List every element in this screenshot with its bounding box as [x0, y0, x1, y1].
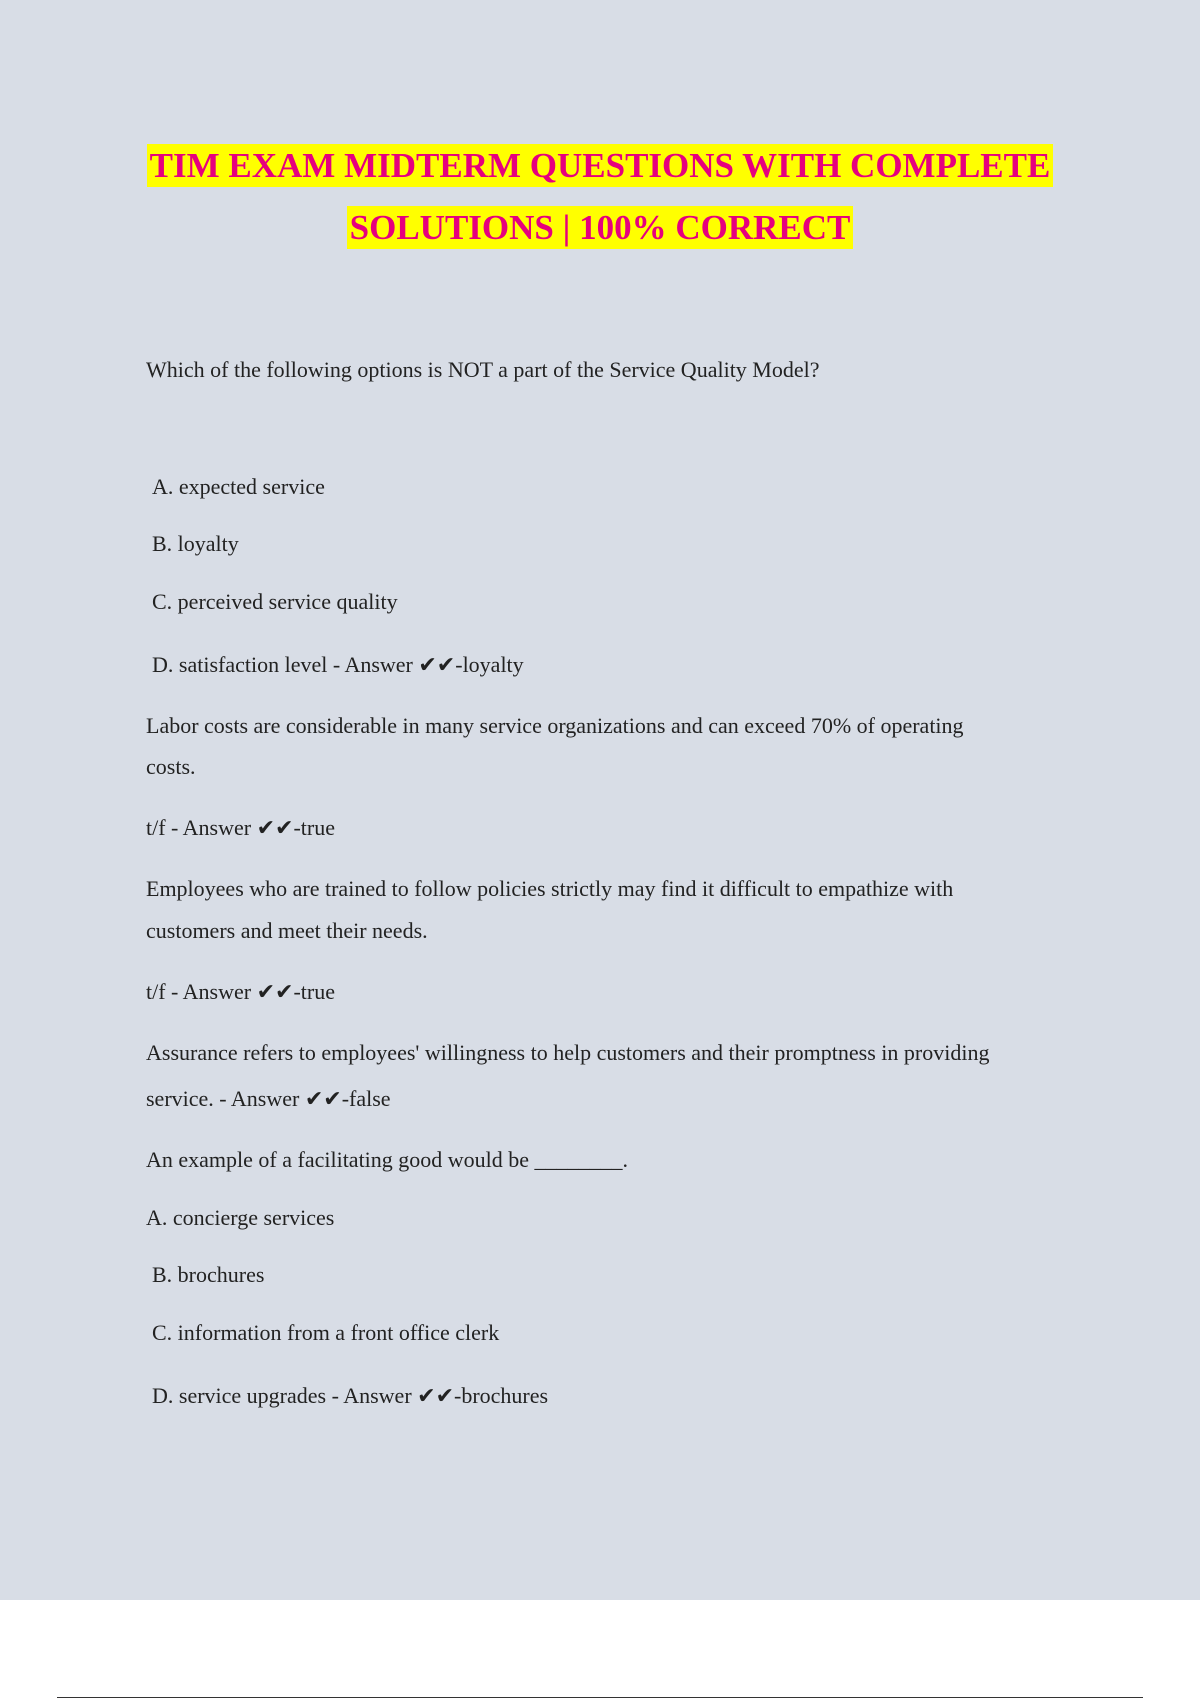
- question-3-text-line-1: Employees who are trained to follow policies strictly may find it difficult to empathize with: [146, 876, 954, 901]
- document-title-line-2: SOLUTIONS | 100% CORRECT: [0, 208, 1200, 248]
- question-5-option-c: C. information from a front office clerk: [152, 1320, 500, 1345]
- question-5-option-b: B. brochures: [152, 1262, 265, 1287]
- question-1-option-b: B. loyalty: [152, 531, 239, 556]
- question-5-option-d-answer: D. service upgrades - Answer ✔✔-brochures: [152, 1383, 549, 1408]
- footer-divider: [57, 1697, 1143, 1698]
- question-5-option-a: A. concierge services: [146, 1205, 335, 1230]
- question-3-text-line-2: customers and meet their needs.: [146, 918, 428, 943]
- question-5-text: An example of a facilitating good would be ________.: [146, 1147, 629, 1172]
- question-4-text-line-1: Assurance refers to employees' willingness to help customers and their promptness in providing: [146, 1040, 990, 1065]
- question-2-text-line-2: costs.: [146, 754, 196, 779]
- question-3-answer: t/f - Answer ✔✔-true: [146, 979, 335, 1004]
- question-4-text-line-2-answer: service. - Answer ✔✔-false: [146, 1086, 391, 1111]
- question-1-text: Which of the following options is NOT a part of the Service Quality Model?: [146, 357, 820, 382]
- question-1-option-c: C. perceived service quality: [152, 589, 398, 614]
- question-1-option-a: A. expected service: [152, 474, 325, 499]
- question-1-option-d-answer: D. satisfaction level - Answer ✔✔-loyalty: [152, 652, 524, 677]
- document-title-line-1: TIM EXAM MIDTERM QUESTIONS WITH COMPLETE: [0, 146, 1200, 186]
- question-2-text-line-1: Labor costs are considerable in many service organizations and can exceed 70% of operating: [146, 713, 964, 738]
- question-2-answer: t/f - Answer ✔✔-true: [146, 815, 335, 840]
